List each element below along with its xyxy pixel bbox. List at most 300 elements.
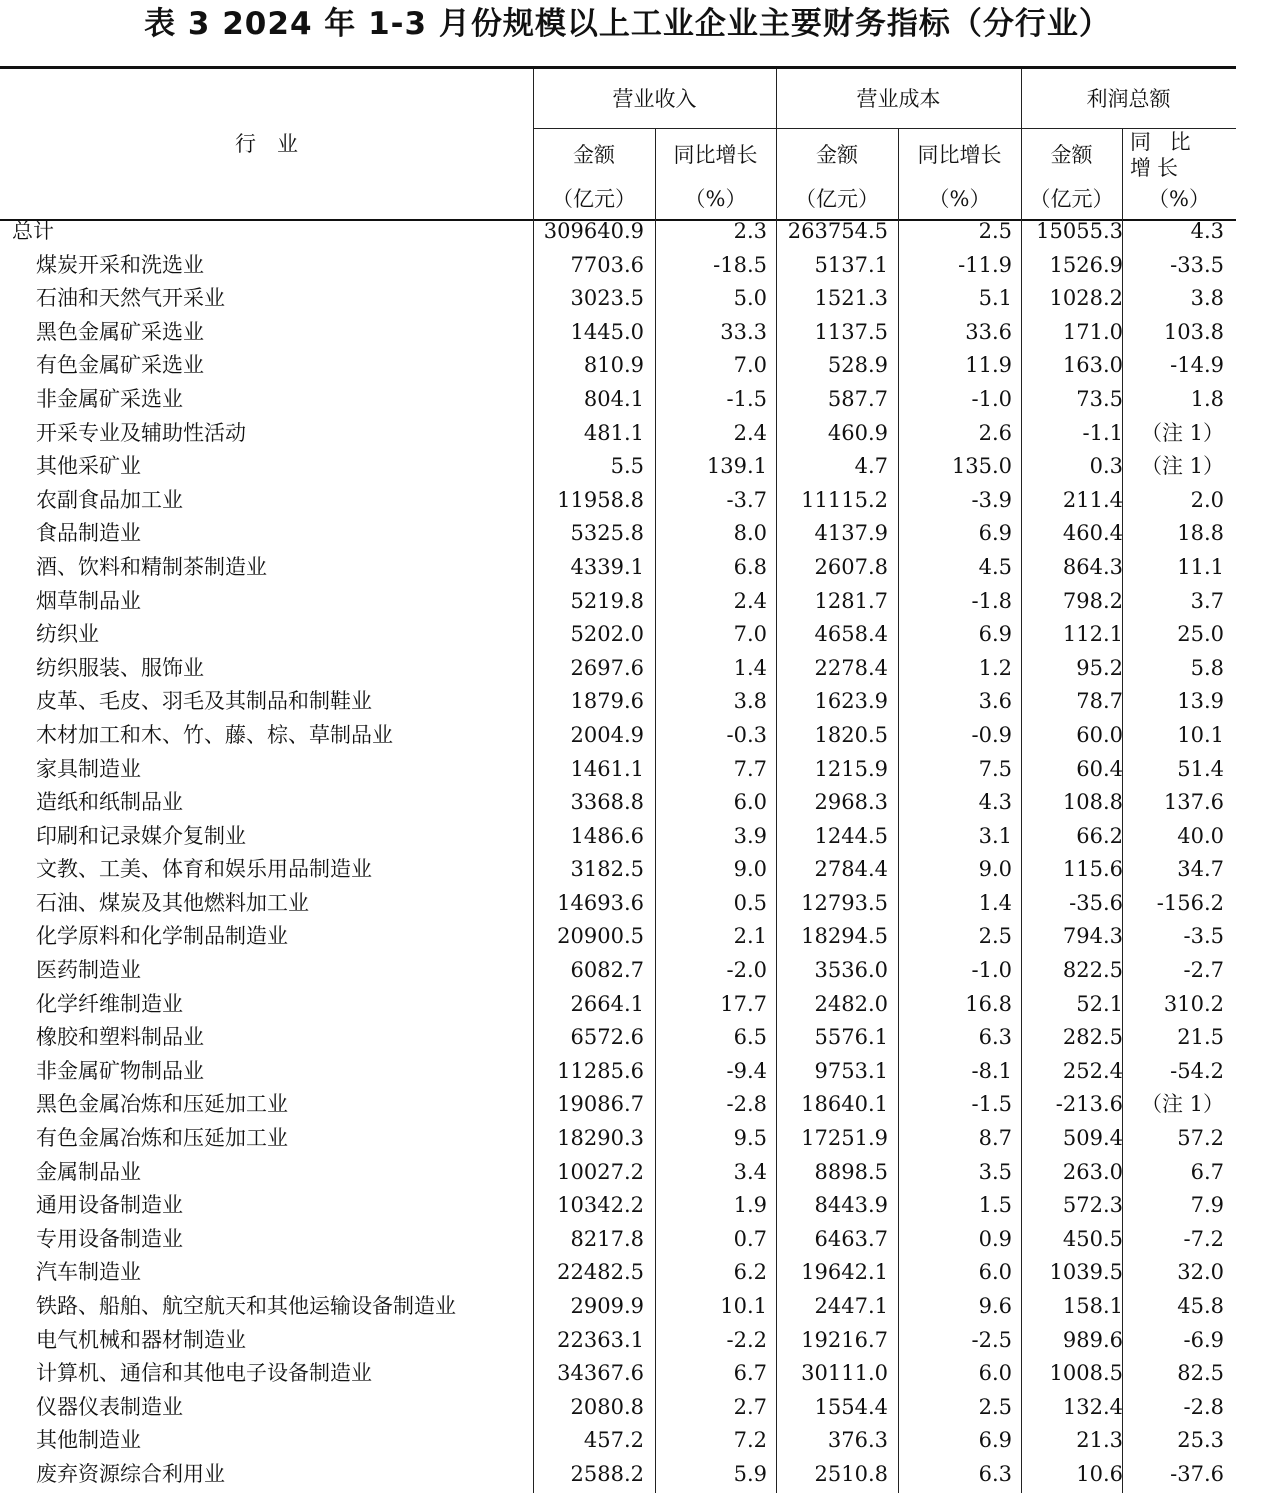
revenue-amount: 1486.6 [570, 823, 644, 848]
cost-amount: 2784.4 [814, 857, 888, 882]
profit-amount: 509.4 [1062, 1126, 1123, 1151]
cost-yoy: 6.0 [978, 1361, 1012, 1386]
profit-yoy: -2.7 [1183, 958, 1224, 983]
revenue-amount: 2588.2 [570, 1461, 644, 1486]
industry-name: 纺织业 [36, 622, 99, 647]
revenue-yoy: 7.7 [733, 756, 767, 781]
cost-amount: 587.7 [827, 386, 888, 411]
revenue-amount: 22482.5 [557, 1260, 644, 1285]
cost-yoy: -1.5 [971, 1092, 1012, 1117]
header-yoy-1: 同比增长 [673, 143, 758, 167]
revenue-yoy: -2.2 [726, 1327, 767, 1352]
industry-name: 橡胶和塑料制品业 [36, 1025, 204, 1050]
industry-name: 非金属矿物制品业 [36, 1058, 204, 1083]
revenue-amount: 2664.1 [570, 991, 644, 1016]
revenue-yoy: 9.0 [733, 857, 767, 882]
profit-yoy: 40.0 [1177, 823, 1224, 848]
profit-amount: 73.5 [1076, 386, 1123, 411]
header-unit-amount-2: （亿元） [795, 187, 879, 211]
revenue-yoy: 2.4 [733, 588, 767, 613]
cost-yoy: 6.0 [978, 1260, 1012, 1285]
cost-amount: 2510.8 [814, 1461, 888, 1486]
revenue-amount: 18290.3 [557, 1126, 644, 1151]
profit-amount: 60.0 [1076, 722, 1123, 747]
cost-yoy: -1.0 [971, 386, 1012, 411]
header-unit-pct-1: （%） [684, 187, 747, 211]
table-row [0, 417, 1236, 451]
profit-yoy: 310.2 [1163, 991, 1224, 1016]
profit-yoy: 11.1 [1177, 554, 1224, 579]
industry-name: 酒、饮料和精制茶制造业 [36, 554, 267, 579]
table-row [0, 1156, 1236, 1190]
revenue-yoy: 1.4 [733, 655, 767, 680]
revenue-amount: 20900.5 [557, 924, 644, 949]
revenue-amount: 5325.8 [570, 521, 644, 546]
profit-yoy: -37.6 [1170, 1461, 1224, 1486]
revenue-yoy: 2.3 [733, 219, 767, 243]
profit-yoy: 34.7 [1177, 857, 1224, 882]
cost-amount: 19216.7 [801, 1327, 888, 1352]
revenue-amount: 804.1 [583, 386, 644, 411]
industry-name: 木材加工和木、竹、藤、棕、草制品业 [36, 722, 393, 747]
profit-yoy: 1.8 [1190, 386, 1224, 411]
cost-yoy: 7.5 [978, 756, 1012, 781]
profit-amount: -1.1 [1082, 420, 1123, 445]
profit-yoy: 57.2 [1177, 1126, 1224, 1151]
cost-amount: 2447.1 [814, 1294, 888, 1318]
revenue-yoy: 7.2 [733, 1428, 767, 1453]
profit-amount: 1526.9 [1049, 252, 1123, 277]
industry-name: 印刷和记录媒介复制业 [36, 823, 246, 848]
revenue-yoy: 3.8 [733, 689, 767, 714]
profit-yoy: -2.8 [1183, 1394, 1224, 1419]
revenue-amount: 481.1 [583, 420, 644, 445]
cost-yoy: 1.2 [978, 655, 1012, 680]
cost-amount: 4658.4 [814, 622, 888, 647]
profit-amount: 450.5 [1062, 1226, 1123, 1251]
cost-yoy: 2.6 [978, 420, 1012, 445]
revenue-yoy: 6.7 [733, 1361, 767, 1386]
profit-amount: 572.3 [1062, 1193, 1123, 1218]
table-row [0, 1189, 1236, 1223]
profit-amount: 1028.2 [1049, 286, 1123, 311]
cost-yoy: -3.9 [971, 487, 1012, 512]
revenue-yoy: -9.4 [726, 1058, 767, 1083]
cost-amount: 9753.1 [814, 1058, 888, 1083]
revenue-yoy: 0.7 [733, 1226, 767, 1251]
revenue-yoy: -3.7 [726, 487, 767, 512]
revenue-amount: 2080.8 [570, 1394, 644, 1419]
revenue-amount: 810.9 [583, 353, 644, 378]
table-row [0, 1055, 1236, 1089]
cost-yoy: 3.1 [978, 823, 1012, 848]
header-revenue: 营业收入 [612, 87, 697, 111]
table-row [0, 853, 1236, 887]
table-row [0, 618, 1236, 652]
cost-amount: 8898.5 [814, 1159, 888, 1184]
industry-name: 铁路、船舶、航空航天和其他运输设备制造业 [36, 1294, 456, 1318]
cost-amount: 1554.4 [814, 1394, 888, 1419]
profit-yoy: 10.1 [1177, 722, 1224, 747]
profit-yoy: （注 1） [1140, 1092, 1224, 1117]
profit-amount: 252.4 [1062, 1058, 1123, 1083]
profit-yoy: 51.4 [1177, 756, 1224, 781]
revenue-yoy: -2.0 [726, 958, 767, 983]
cost-amount: 460.9 [827, 420, 888, 445]
cost-yoy: 5.1 [978, 286, 1012, 311]
cost-yoy: 4.5 [978, 554, 1012, 579]
table-row [0, 887, 1236, 921]
table-row [0, 753, 1236, 787]
table-row [0, 249, 1236, 283]
industry-name: 化学纤维制造业 [36, 991, 183, 1016]
cost-amount: 17251.9 [801, 1126, 888, 1151]
revenue-amount: 4339.1 [570, 554, 644, 579]
industry-name: 文教、工美、体育和娱乐用品制造业 [36, 857, 372, 882]
cost-amount: 1623.9 [814, 689, 888, 714]
profit-amount: 21.3 [1076, 1428, 1123, 1453]
profit-amount: 66.2 [1076, 823, 1123, 848]
profit-yoy: 13.9 [1177, 689, 1224, 714]
profit-amount: 282.5 [1062, 1025, 1123, 1050]
profit-yoy: -6.9 [1183, 1327, 1224, 1352]
profit-yoy: -14.9 [1170, 353, 1224, 378]
table-row [0, 920, 1236, 954]
industry-name: 开采专业及辅助性活动 [36, 420, 246, 445]
profit-amount: 211.4 [1062, 487, 1123, 512]
revenue-amount: 19086.7 [557, 1092, 644, 1117]
industry-name: 化学原料和化学制品制造业 [36, 924, 288, 949]
cost-amount: 4137.9 [814, 521, 888, 546]
profit-yoy: 103.8 [1163, 319, 1224, 344]
industry-name: 总计 [12, 219, 54, 243]
revenue-amount: 2697.6 [570, 655, 644, 680]
table-header [0, 66, 1236, 221]
industry-name: 造纸和纸制品业 [36, 790, 183, 815]
cost-yoy: 135.0 [951, 454, 1012, 479]
cost-amount: 12793.5 [801, 890, 888, 915]
table-row [0, 585, 1236, 619]
table-row [0, 1223, 1236, 1257]
revenue-yoy: -0.3 [726, 722, 767, 747]
profit-amount: 864.3 [1062, 554, 1123, 579]
cost-amount: 3536.0 [814, 958, 888, 983]
table-row [0, 316, 1236, 350]
header-profit: 利润总额 [1086, 87, 1171, 111]
profit-yoy: -54.2 [1170, 1058, 1224, 1083]
revenue-amount: 7703.6 [570, 252, 644, 277]
cost-amount: 4.7 [854, 454, 888, 479]
revenue-amount: 3023.5 [570, 286, 644, 311]
header-cost: 营业成本 [856, 87, 941, 111]
revenue-yoy: 3.4 [733, 1159, 767, 1184]
header-yoy-3: 同 比 增长 [1130, 130, 1197, 180]
cost-amount: 2482.0 [814, 991, 888, 1016]
revenue-yoy: 1.9 [733, 1193, 767, 1218]
revenue-amount: 3182.5 [570, 857, 644, 882]
revenue-yoy: 0.5 [733, 890, 767, 915]
cost-amount: 1521.3 [814, 286, 888, 311]
revenue-amount: 11958.8 [557, 487, 644, 512]
header-amount-3: 金额 [1050, 143, 1093, 167]
cost-yoy: 6.3 [978, 1461, 1012, 1486]
table-title: 表 3 2024 年 1-3 月份规模以上工业企业主要财务指标（分行业） [144, 6, 1111, 42]
profit-yoy: （注 1） [1140, 420, 1224, 445]
table-body [0, 215, 1236, 1492]
header-unit-pct-3: （%） [1148, 187, 1210, 211]
profit-amount: 0.3 [1089, 454, 1123, 479]
cost-amount: 8443.9 [814, 1193, 888, 1218]
table-row [0, 719, 1236, 753]
cost-amount: 1820.5 [814, 722, 888, 747]
profit-yoy: 137.6 [1163, 790, 1224, 815]
profit-yoy: （注 1） [1140, 454, 1224, 479]
revenue-amount: 8217.8 [570, 1226, 644, 1251]
cost-yoy: 1.5 [978, 1193, 1012, 1218]
revenue-yoy: 17.7 [720, 991, 767, 1016]
revenue-yoy: -2.8 [726, 1092, 767, 1117]
profit-yoy: 6.7 [1190, 1159, 1224, 1184]
industry-name: 黑色金属矿采选业 [36, 319, 204, 344]
cost-yoy: -11.9 [958, 252, 1012, 277]
revenue-yoy: 6.2 [733, 1260, 767, 1285]
cost-amount: 263754.5 [787, 219, 888, 243]
industry-name: 皮革、毛皮、羽毛及其制品和制鞋业 [36, 689, 372, 714]
industry-name: 石油、煤炭及其他燃料加工业 [36, 890, 309, 915]
profit-yoy: -156.2 [1156, 890, 1224, 915]
cost-amount: 5576.1 [814, 1025, 888, 1050]
profit-yoy: -33.5 [1170, 252, 1224, 277]
revenue-amount: 5.5 [610, 454, 644, 479]
profit-amount: 10.6 [1076, 1461, 1123, 1486]
table-row [0, 1424, 1236, 1458]
profit-amount: 822.5 [1062, 958, 1123, 983]
cost-amount: 2278.4 [814, 655, 888, 680]
profit-amount: 794.3 [1062, 924, 1123, 949]
revenue-amount: 6572.6 [570, 1025, 644, 1050]
table-row [0, 450, 1236, 484]
profit-yoy: 3.7 [1190, 588, 1224, 613]
table-row [0, 1290, 1236, 1324]
cost-yoy: 6.9 [978, 622, 1012, 647]
cost-amount: 18294.5 [801, 924, 888, 949]
revenue-yoy: -18.5 [713, 252, 767, 277]
cost-amount: 18640.1 [801, 1092, 888, 1117]
table-row [0, 282, 1236, 316]
profit-yoy: 82.5 [1177, 1361, 1224, 1386]
header-amount-1: 金额 [573, 143, 615, 167]
revenue-yoy: 10.1 [720, 1294, 767, 1318]
profit-amount: 52.1 [1076, 991, 1123, 1016]
industry-name: 汽车制造业 [36, 1260, 141, 1285]
table-row [0, 517, 1236, 551]
revenue-amount: 10342.2 [557, 1193, 644, 1218]
revenue-amount: 14693.6 [557, 890, 644, 915]
industry-name: 食品制造业 [36, 521, 141, 546]
cost-yoy: 3.6 [978, 689, 1012, 714]
profit-amount: 112.1 [1062, 622, 1123, 647]
industry-name: 非金属矿采选业 [36, 386, 183, 411]
cost-amount: 1244.5 [814, 823, 888, 848]
revenue-yoy: 6.8 [733, 554, 767, 579]
cost-yoy: 6.9 [978, 1428, 1012, 1453]
table-row-total [0, 215, 1236, 249]
profit-yoy: 7.9 [1190, 1193, 1224, 1218]
industry-name: 有色金属冶炼和压延加工业 [36, 1126, 288, 1151]
cost-yoy: 9.6 [978, 1294, 1012, 1318]
industry-name: 烟草制品业 [36, 588, 141, 613]
table-row [0, 1324, 1236, 1358]
revenue-amount: 1445.0 [570, 319, 644, 344]
industry-name: 其他制造业 [36, 1428, 141, 1453]
revenue-yoy: 6.0 [733, 790, 767, 815]
revenue-amount: 10027.2 [557, 1159, 644, 1184]
header-unit-amount-1: （亿元） [552, 187, 636, 211]
revenue-amount: 2909.9 [570, 1294, 644, 1318]
profit-amount: 1039.5 [1049, 1260, 1123, 1285]
revenue-yoy: 5.0 [733, 286, 767, 311]
industry-name: 煤炭开采和洗选业 [36, 252, 204, 277]
industry-name: 纺织服装、服饰业 [36, 655, 204, 680]
profit-amount: 163.0 [1062, 353, 1123, 378]
profit-yoy: -3.5 [1183, 924, 1224, 949]
profit-amount: 989.6 [1062, 1327, 1123, 1352]
cost-amount: 6463.7 [814, 1226, 888, 1251]
revenue-amount: 6082.7 [570, 958, 644, 983]
profit-yoy: 21.5 [1177, 1025, 1224, 1050]
profit-amount: 798.2 [1062, 588, 1123, 613]
cost-yoy: -1.0 [971, 958, 1012, 983]
header-industry: 行 业 [235, 132, 298, 156]
revenue-amount: 11285.6 [557, 1058, 644, 1083]
industry-name: 医药制造业 [36, 958, 141, 983]
profit-amount: 132.4 [1062, 1394, 1123, 1419]
table-row [0, 685, 1236, 719]
cost-yoy: 6.9 [978, 521, 1012, 546]
cost-yoy: 8.7 [978, 1126, 1012, 1151]
table-row [0, 786, 1236, 820]
profit-amount: -35.6 [1069, 890, 1123, 915]
profit-amount: 95.2 [1076, 655, 1123, 680]
cost-amount: 1137.5 [814, 319, 888, 344]
table-row [0, 1122, 1236, 1156]
profit-yoy: 45.8 [1177, 1294, 1224, 1318]
profit-amount: 108.8 [1062, 790, 1123, 815]
revenue-yoy: 2.4 [733, 420, 767, 445]
profit-amount: 115.6 [1062, 857, 1123, 882]
cost-amount: 11115.2 [801, 487, 888, 512]
table-row [0, 1088, 1236, 1122]
profit-yoy: 25.3 [1177, 1428, 1224, 1453]
revenue-yoy: 139.1 [706, 454, 767, 479]
profit-yoy: 3.8 [1190, 286, 1224, 311]
industry-name: 通用设备制造业 [36, 1193, 183, 1218]
profit-yoy: 32.0 [1177, 1260, 1224, 1285]
profit-amount: 78.7 [1076, 689, 1123, 714]
cost-amount: 376.3 [827, 1428, 888, 1453]
cost-yoy: 11.9 [965, 353, 1012, 378]
revenue-yoy: 33.3 [720, 319, 767, 344]
cost-yoy: 33.6 [965, 319, 1012, 344]
revenue-amount: 5202.0 [570, 622, 644, 647]
profit-amount: 158.1 [1062, 1294, 1123, 1318]
industry-name: 计算机、通信和其他电子设备制造业 [36, 1361, 372, 1386]
cost-amount: 1215.9 [814, 756, 888, 781]
table-row [0, 1357, 1236, 1391]
revenue-yoy: 3.9 [733, 823, 767, 848]
table-row [0, 1256, 1236, 1290]
industry-name: 有色金属矿采选业 [36, 353, 204, 378]
cost-yoy: -2.5 [971, 1327, 1012, 1352]
cost-yoy: 2.5 [978, 219, 1012, 243]
cost-yoy: 4.3 [978, 790, 1012, 815]
header-unit-amount-3: （亿元） [1029, 187, 1114, 211]
profit-amount: 15055.3 [1036, 219, 1123, 243]
cost-yoy: 9.0 [978, 857, 1012, 882]
industry-name: 电气机械和器材制造业 [36, 1327, 246, 1352]
revenue-yoy: -1.5 [726, 386, 767, 411]
cost-yoy: -8.1 [971, 1058, 1012, 1083]
industry-name: 石油和天然气开采业 [36, 286, 225, 311]
profit-yoy: 25.0 [1177, 622, 1224, 647]
revenue-amount: 309640.9 [543, 219, 644, 243]
profit-yoy: -7.2 [1183, 1226, 1224, 1251]
profit-amount: 1008.5 [1049, 1361, 1123, 1386]
table-row [0, 484, 1236, 518]
profit-amount: 263.0 [1062, 1159, 1123, 1184]
table-row [0, 652, 1236, 686]
revenue-yoy: 5.9 [733, 1461, 767, 1486]
revenue-amount: 5219.8 [570, 588, 644, 613]
cost-amount: 30111.0 [801, 1361, 888, 1386]
cost-amount: 2607.8 [814, 554, 888, 579]
revenue-yoy: 7.0 [733, 353, 767, 378]
table-row [0, 820, 1236, 854]
cost-yoy: -0.9 [971, 722, 1012, 747]
revenue-yoy: 2.7 [733, 1394, 767, 1419]
profit-amount: 171.0 [1062, 319, 1123, 344]
revenue-amount: 22363.1 [557, 1327, 644, 1352]
revenue-yoy: 2.1 [733, 924, 767, 949]
industry-name: 农副食品加工业 [36, 487, 183, 512]
profit-yoy: 2.0 [1190, 487, 1224, 512]
revenue-yoy: 9.5 [733, 1126, 767, 1151]
cost-yoy: 3.5 [978, 1159, 1012, 1184]
table-row [0, 954, 1236, 988]
table-row [0, 349, 1236, 383]
header-yoy-2: 同比增长 [917, 143, 1002, 167]
cost-amount: 5137.1 [814, 252, 888, 277]
profit-yoy: 18.8 [1177, 521, 1224, 546]
industry-name: 其他采矿业 [36, 454, 141, 479]
table-row [0, 988, 1236, 1022]
cost-yoy: 16.8 [965, 991, 1012, 1016]
table-row [0, 383, 1236, 417]
industry-name: 金属制品业 [36, 1159, 141, 1184]
revenue-yoy: 7.0 [733, 622, 767, 647]
profit-amount: -213.6 [1055, 1092, 1123, 1117]
revenue-amount: 1461.1 [570, 756, 644, 781]
industry-name: 黑色金属冶炼和压延加工业 [36, 1092, 288, 1117]
industry-name: 废弃资源综合利用业 [36, 1461, 225, 1486]
cost-yoy: 6.3 [978, 1025, 1012, 1050]
revenue-amount: 2004.9 [570, 722, 644, 747]
cost-amount: 19642.1 [801, 1260, 888, 1285]
cost-amount: 2968.3 [814, 790, 888, 815]
revenue-yoy: 8.0 [733, 521, 767, 546]
profit-amount: 460.4 [1062, 521, 1123, 546]
cost-yoy: 2.5 [978, 1394, 1012, 1419]
